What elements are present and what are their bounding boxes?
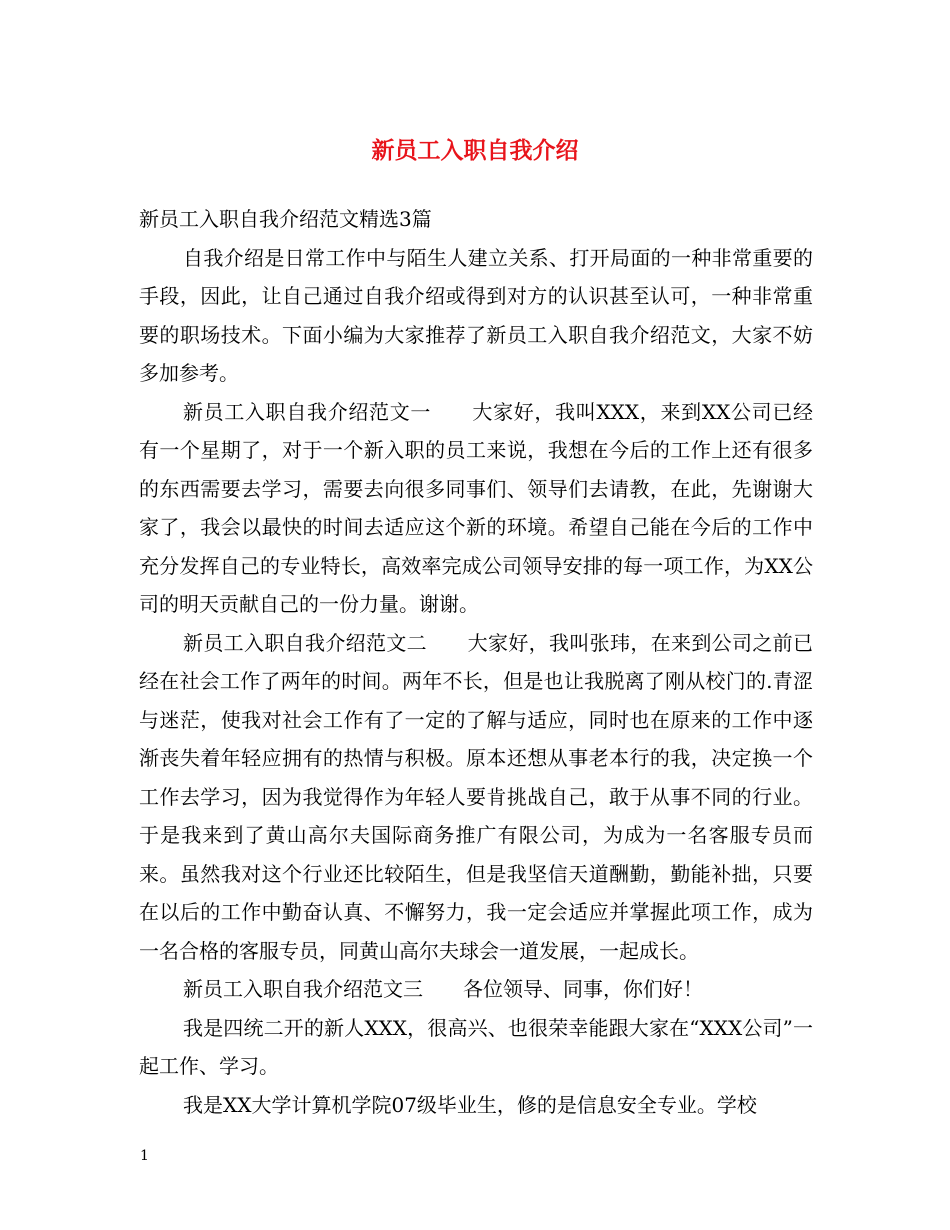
document-body <box>139 200 813 1124</box>
sample-one-paragraph: 新员工入职自我介绍范文一 大家好，我叫XXX，来到XX公司已经有一个星期了，对于一个新入职的员工来说，我想在今后的工作上还有很多的东西需要去学习，需要去向很多同事们、领导们去请教，在此，先谢谢大家了，我会以最快的时间去适应这个新的环境。希望自己能在今后的工作中充分发挥自己的专业特长，高效率完成公司领导安排的每一项工作，为XX公司的明天贡献自己的一份力量。谢谢。 <box>139 399 813 616</box>
sample-three-greeting-paragraph: 新员工入职自我介绍范文三 各位领导、同事，你们好！ <box>183 977 703 1001</box>
sample-three-education-paragraph: 我是XX大学计算机学院07级毕业生，修的是信息安全专业。学校 <box>183 1092 757 1117</box>
intro-paragraph: 自我介绍是日常工作中与陌生人建立关系、打开局面的一种非常重要的手段，因此，让自己通过自我介绍或得到对方的认识甚至认可，一种非常重要的职场技术。下面小编为大家推荐了新员工入职自我介绍范文，大家不妨多加参考。 <box>139 245 813 385</box>
sample-two-paragraph: 新员工入职自我介绍范文二 大家好，我叫张玮，在来到公司之前已经在社会工作了两年的时间。两年不长，但是也让我脱离了刚从校门的.青涩与迷茫，使我对社会工作有了一定的了解与适应，同时也在原来的工作中逐渐丧失着年轻应拥有的热情与积极。原本还想从事老本行的我，决定换一个工作去学习，因为我觉得作为年轻人要肯挑战自己，敢于从事不同的行业。于是我来到了黄山高尔夫国际商务推广有限公司，为成为一名客服专员而来。虽然我对这个行业还比较陌生，但是我坚信天道酬勤，勤能补拙，只要在以后的工作中勤奋认真、不懈努力，我一定会适应并掌握此项工作，成为一名合格的客服专员，同黄山高尔夫球会一道发展，一起成长。 <box>139 630 813 963</box>
document-title: 新员工入职自我介绍 <box>371 137 579 164</box>
subtitle-paragraph: 新员工入职自我介绍范文精选3篇 <box>139 207 432 231</box>
page-number: 1 <box>140 1148 149 1164</box>
sample-three-intro-paragraph: 我是四统二开的新人XXX，很高兴、也很荣幸能跟大家在“XXX公司”一起工作、学习。 <box>139 1015 813 1078</box>
